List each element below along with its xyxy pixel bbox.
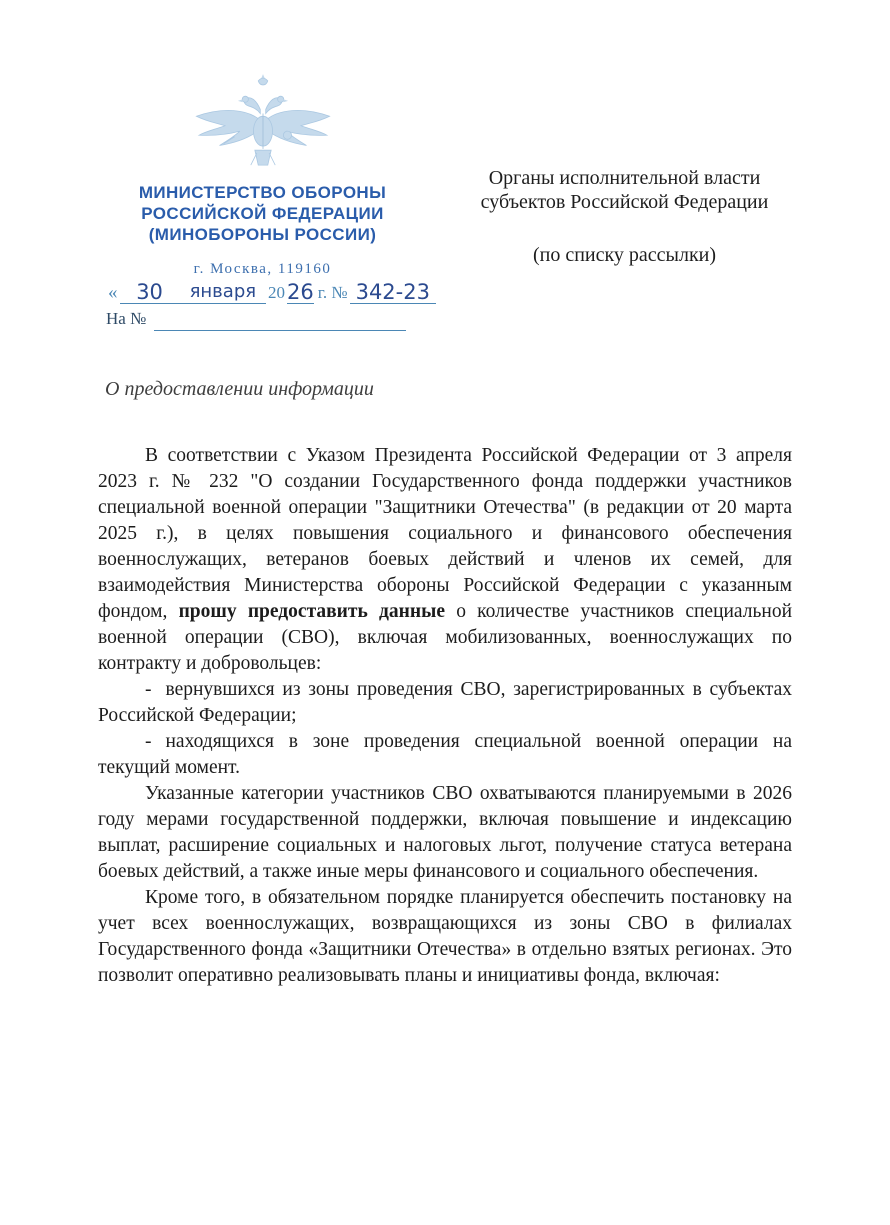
recipient-line2: субъектов Российской Федерации (480, 191, 769, 213)
ministry-name (95, 182, 430, 245)
bullet-text: находящихся в зоне проведения специальной военной операции на текущий момент. (98, 731, 792, 778)
dispatch-note: (по списку рассылки) (532, 244, 717, 266)
open-quote-mark: « (108, 282, 118, 303)
bullet-dash: - (145, 679, 152, 700)
recipient-block (452, 166, 797, 267)
reply-reference-label: На № (106, 309, 147, 328)
body-paragraph-2: Указанные категории участников СВО охватываются планируемыми в 2026 году мерами государственной поддержки, включая повышение и индексацию выплат, расширение социальных и налоговых льгот, получение статуса ветерана боевых действий, а также иные меры финансового и социального обеспечения. (98, 783, 792, 882)
reference-block (106, 281, 436, 331)
date-day-field: 30 (120, 281, 180, 304)
date-number-line (106, 281, 436, 304)
ministry-address: г. Москва, 119160 (193, 261, 332, 277)
ministry-name-line2: РОССИЙСКОЙ ФЕДЕРАЦИИ (141, 204, 384, 223)
letter-subject: О предоставлении информации (105, 378, 374, 400)
date-year-field: 26 (287, 280, 314, 304)
paragraph-1-bold-request: прошу предоставить данные (178, 601, 445, 622)
recipient-line1: Органы исполнительной власти (488, 167, 761, 189)
year-number-label: г. № (317, 283, 348, 302)
double-headed-eagle-emblem-icon (188, 70, 338, 176)
paragraph-1-text: В соответствии с Указом Президента Российской Федерации от 3 апреля 2023 г. № 232 "О создании Государственного фонда поддержки участников специальной военной операции "Защитники Отечества" (в редакции от 20 марта 2025 г.), в целях повышения социального и финансового обеспечения военнослужащих, ветеранов боевых действий и членов их семей, для взаимодействия Министерства обороны Российской Федерации с указанным фондом, (98, 445, 792, 622)
letterhead (95, 70, 430, 278)
bullet-text: вернувшихся из зоны проведения СВО, зарегистрированных в субъектах Российской Федерации; (98, 679, 792, 726)
date-month-field: января (180, 281, 266, 304)
bullet-item-returned (98, 677, 792, 729)
paragraph-1-text-continued: о количестве участников специальной военной операции (СВО), включая мобилизованных, военнослужащих по контракту и добровольцев: (98, 601, 793, 674)
bullet-item-in-zone (98, 729, 792, 781)
body-paragraph-3: Кроме того, в обязательном порядке планируется обеспечить постановку на учет всех военнослужащих, возвращающихся из зоны СВО в филиалах Государственного фонда «Защитники Отечества» в отдельно взятых регионах. Это позволит оперативно реализовывать планы и инициативы фонда, включая: (98, 887, 792, 986)
letter-body (98, 443, 792, 989)
ministry-name-line1: МИНИСТЕРСТВО ОБОРОНЫ (138, 183, 387, 202)
reply-reference-blank-field (154, 310, 406, 331)
body-paragraph-1 (98, 443, 792, 677)
year-prefix: 20 (268, 283, 286, 302)
bullet-dash: - (145, 731, 152, 752)
ministry-name-line3: (МИНОБОРОНЫ РОССИИ) (148, 225, 377, 244)
outgoing-number-field: 342-23 (350, 281, 436, 304)
reply-reference-line (106, 307, 436, 331)
